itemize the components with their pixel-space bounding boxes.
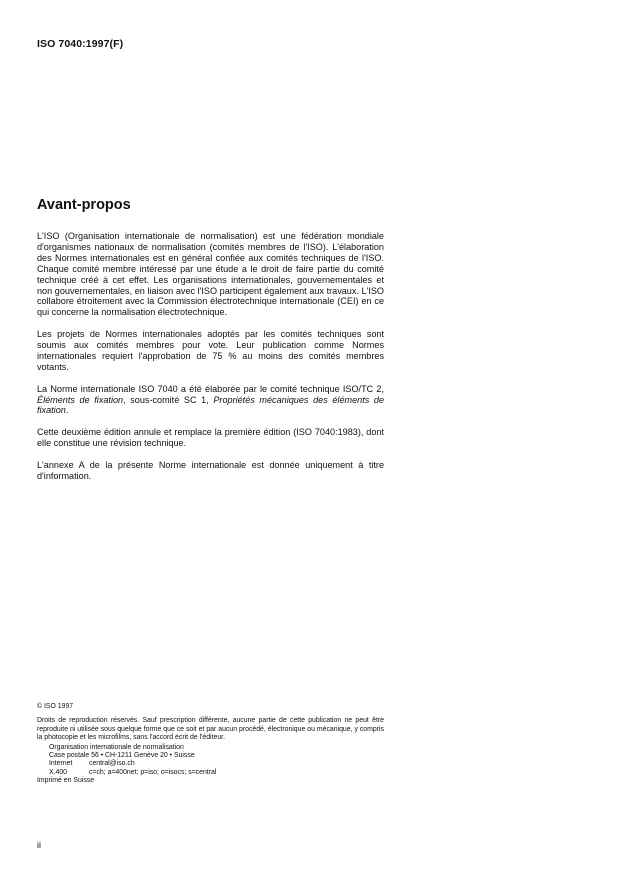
paragraph-1: L'ISO (Organisation internationale de normalisation) est une fédération mondiale d'organismes nationaux de normalisation (comités membres de l'ISO). L'élaboration des Normes internationales est en général confiée aux comités techniques de l'ISO. Chaque comité membre intéressé par une étude a le droit de faire partie du comité technique créé à cet effet. Les organisations internationales, gouvernementales et non gouvernementales, en liaison avec l'ISO participent également aux travaux. L'ISO collabore étroitement avec la Commission électrotechnique internationale (CEI) en ce qui concerne la normalisation électrotechnique.: [37, 231, 384, 318]
foreword-body: [37, 231, 384, 493]
organization-name: Organisation internationale de normalisation: [49, 743, 184, 751]
paragraph-3: [37, 384, 384, 417]
x400-label: X.400: [49, 768, 68, 776]
rights-statement: Droits de reproduction réservés. Sauf prescription différente, aucune partie de cette publication ne peut être reproduite ni utilisée sous quelque forme que ce soit et par aucun procédé, électronique ou mécanique, y compris la photocopie et les microfilms, sans l'accord écrit de l'éditeur.: [37, 717, 384, 742]
postal-address: Case postale 56 • CH-1211 Genève 20 • Suisse: [49, 752, 195, 760]
paragraph-2: Les projets de Normes internationales adoptés par les comités techniques sont soumis aux comités membres pour vote. Leur publication comme Normes internationales requiert l'approbation de 75 % au moins des comités membres votants.: [37, 329, 384, 372]
internet-label: Internet: [49, 760, 73, 768]
paragraph-4: Cette deuxième édition annule et remplace la première édition (ISO 7040:1983), dont elle constitue une révision technique.: [37, 427, 384, 449]
printed-in: Imprimé en Suisse: [37, 777, 95, 785]
paragraph-3-part-1: La Norme internationale ISO 7040 a été élaborée par le comité technique ISO/TC 2,: [37, 383, 384, 394]
paragraph-3-part-2: , sous-comité SC 1,: [123, 394, 214, 405]
subcommittee-name: Propriétés mécaniques des éléments de fixation: [37, 394, 385, 416]
internet-contact: [37, 760, 384, 768]
paragraph-5: L'annexe A de la présente Norme internationale est donnée uniquement à titre d'information.: [37, 459, 384, 481]
committee-name: Éléments de fixation: [37, 394, 124, 405]
copyright-notice: © ISO 1997: [37, 703, 74, 710]
x400-contact: [37, 769, 384, 777]
page-number: ii: [37, 840, 41, 850]
internet-email: central@iso.ch: [89, 760, 135, 768]
page-title: Avant-propos: [37, 197, 131, 213]
x400-address: c=ch; a=400net; p=iso; o=isocs; s=central: [89, 768, 217, 776]
document-id-header: ISO 7040:1997(F): [37, 38, 124, 50]
copyright-footer: [37, 703, 384, 786]
paragraph-3-part-3: .: [65, 405, 69, 416]
